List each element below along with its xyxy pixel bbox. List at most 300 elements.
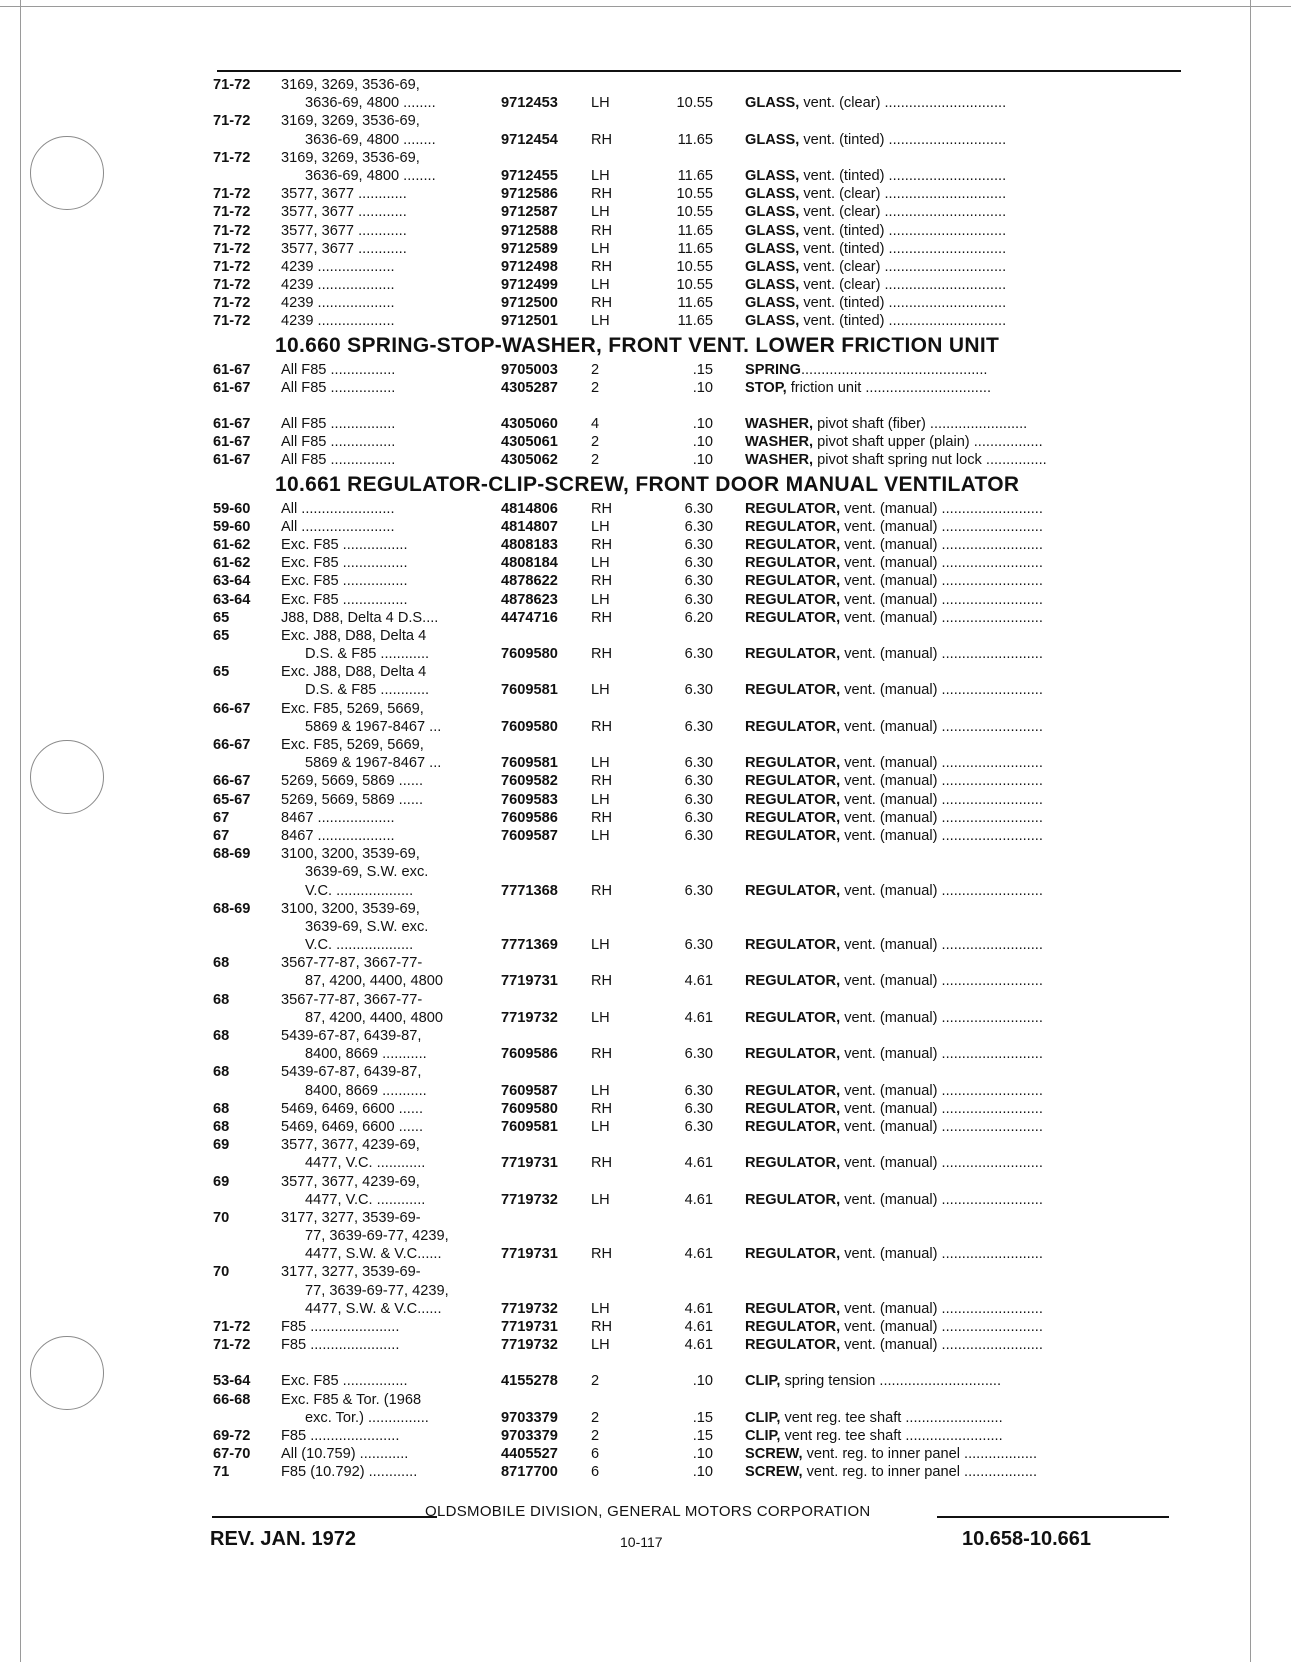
model-applicability: Exc. J88, D88, Delta 4 (281, 664, 427, 681)
model-applicability: 3577, 3677 ............ (281, 240, 407, 257)
year-range: 63-64 (213, 591, 251, 608)
quantity-side: LH (591, 827, 610, 844)
list-price: 6.30 (684, 573, 713, 590)
left-edge-line (20, 0, 21, 1662)
year-range: 71-72 (213, 1337, 251, 1354)
part-number: 9712501 (501, 313, 558, 330)
part-detail: vent reg. tee shaft ........................ (780, 1427, 1003, 1444)
part-description (745, 361, 1185, 379)
part-name: CLIP, (745, 1427, 781, 1444)
model-applicability: 5439-67-87, 6439-87, (281, 1064, 422, 1081)
part-name: GLASS, (745, 295, 800, 312)
part-row (213, 1027, 1185, 1045)
part-row (213, 1445, 1185, 1463)
row-gap (213, 1354, 1185, 1372)
part-row (213, 536, 1185, 554)
part-description (745, 518, 1185, 536)
year-range: 71-72 (213, 295, 251, 312)
part-name: REGULATOR, (745, 1082, 841, 1099)
model-applicability: 8400, 8669 ........... (305, 1082, 427, 1099)
quantity-side: LH (591, 240, 610, 257)
part-row (213, 1209, 1185, 1227)
quantity-side: 2 (591, 1373, 600, 1390)
part-number: 9712587 (501, 204, 558, 221)
model-applicability: All F85 ................ (281, 416, 396, 432)
part-description (745, 1082, 1185, 1100)
part-description (745, 754, 1185, 772)
part-number: 9712453 (501, 95, 558, 112)
part-detail: vent. (manual) ......................... (840, 1118, 1043, 1135)
list-price: 4.61 (684, 1155, 713, 1172)
model-applicability: 3100, 3200, 3539-69, (281, 900, 420, 917)
part-row (213, 972, 1185, 990)
part-row (213, 1245, 1185, 1263)
model-applicability: 4239 ................... (281, 277, 395, 294)
list-price: 6.30 (684, 937, 713, 954)
part-detail: vent. reg. to inner panel .................. (802, 1464, 1038, 1481)
part-number: 7719731 (501, 1155, 558, 1172)
part-number: 9712588 (501, 222, 558, 239)
year-range: 68 (213, 1118, 230, 1135)
model-applicability: D.S. & F85 ............ (305, 682, 430, 699)
part-number: 9712454 (501, 131, 558, 148)
part-name: REGULATOR, (745, 791, 841, 808)
part-description (745, 1154, 1185, 1172)
part-row (213, 700, 1185, 718)
year-range: 67 (213, 827, 230, 844)
quantity-side: RH (591, 718, 613, 735)
list-price: 6.30 (684, 646, 713, 663)
part-number: 7719732 (501, 1300, 558, 1317)
list-price: .10 (692, 452, 713, 469)
model-applicability: All F85 ................ (281, 361, 396, 378)
year-range: 65 (213, 627, 230, 644)
model-applicability: Exc. F85 & Tor. (1968 (281, 1391, 422, 1408)
part-row (213, 1391, 1185, 1409)
part-description (745, 1100, 1185, 1118)
model-applicability: exc. Tor.) ............... (305, 1409, 429, 1426)
model-applicability: 3636-69, 4800 ........ (305, 167, 436, 184)
year-range: 71-72 (213, 186, 251, 203)
model-applicability: Exc. F85, 5269, 5669, (281, 700, 424, 717)
quantity-side: RH (591, 882, 613, 899)
part-row (213, 1227, 1185, 1245)
quantity-side: 2 (591, 379, 600, 396)
row-gap (213, 397, 1185, 415)
part-row (213, 1409, 1185, 1427)
part-detail: vent. (clear) .............................. (799, 186, 1007, 203)
part-detail: vent. (manual) ......................... (840, 973, 1043, 990)
year-range: 71-72 (213, 313, 251, 330)
part-row (213, 1427, 1185, 1445)
top-edge-line (0, 6, 1291, 7)
quantity-side: RH (591, 973, 613, 990)
model-applicability: 3177, 3277, 3539-69- (281, 1209, 421, 1226)
quantity-side: 2 (591, 1409, 600, 1426)
part-row (213, 131, 1185, 149)
list-price: .10 (692, 416, 713, 432)
model-applicability: F85 ...................... (281, 1427, 400, 1444)
part-row (213, 1154, 1185, 1172)
model-applicability: V.C. ................... (305, 937, 414, 954)
model-applicability: 8467 ................... (281, 827, 395, 844)
list-price: 11.65 (677, 313, 713, 330)
year-range: 68-69 (213, 900, 251, 917)
part-description (745, 1336, 1185, 1354)
part-number: 4305062 (501, 452, 558, 469)
year-range: 71-72 (213, 77, 251, 93)
part-row (213, 276, 1185, 294)
part-number: 7609580 (501, 646, 558, 663)
part-detail: vent. (manual) ......................... (840, 1246, 1043, 1263)
quantity-side: LH (591, 95, 610, 112)
part-name: REGULATOR, (745, 682, 841, 699)
part-description (745, 312, 1185, 330)
part-row (213, 554, 1185, 572)
list-price: 11.65 (677, 240, 713, 257)
quantity-side: 2 (591, 452, 600, 469)
part-description (745, 936, 1185, 954)
part-number: 7609580 (501, 718, 558, 735)
part-detail: vent. (tinted) ............................. (799, 240, 1007, 257)
part-description (745, 379, 1185, 397)
part-detail: vent. (clear) .............................. (799, 95, 1007, 112)
part-name: REGULATOR, (745, 1191, 841, 1208)
list-price: 4.61 (684, 1191, 713, 1208)
part-detail: vent. (tinted) ............................. (799, 167, 1007, 184)
quantity-side: LH (591, 277, 610, 294)
part-detail: .............................................. (800, 361, 988, 378)
part-name: REGULATOR, (745, 827, 841, 844)
part-description (745, 167, 1185, 185)
part-detail: vent. (manual) ......................... (840, 555, 1043, 572)
binder-hole-icon (30, 740, 104, 814)
part-detail: vent. (manual) ......................... (840, 646, 1043, 663)
model-applicability: 4239 ................... (281, 295, 395, 312)
year-range: 68 (213, 1028, 230, 1044)
year-range: 71-72 (213, 113, 251, 130)
part-row (213, 627, 1185, 645)
part-name: GLASS, (745, 222, 800, 239)
part-detail: vent. (clear) .............................. (799, 204, 1007, 221)
quantity-side: LH (591, 204, 610, 221)
part-name: GLASS, (745, 204, 800, 221)
part-description (745, 294, 1185, 312)
part-detail: vent. (manual) ......................... (840, 1082, 1043, 1099)
part-row (213, 1136, 1185, 1154)
quantity-side: LH (591, 755, 610, 772)
part-name: REGULATOR, (745, 1009, 841, 1026)
quantity-side: LH (591, 591, 610, 608)
part-detail: vent. (manual) ......................... (840, 536, 1043, 553)
part-number: 9712500 (501, 295, 558, 312)
year-range: 59-60 (213, 518, 251, 535)
part-detail: vent. (manual) ......................... (840, 773, 1043, 790)
quantity-side: RH (591, 646, 613, 663)
list-price: 10.55 (676, 95, 713, 112)
list-price: 6.30 (684, 591, 713, 608)
model-applicability: 87, 4200, 4400, 4800 (305, 973, 443, 990)
part-name: GLASS, (745, 277, 800, 294)
part-row (213, 681, 1185, 699)
model-applicability: All F85 ................ (281, 434, 396, 451)
part-row (213, 936, 1185, 954)
quantity-side: LH (591, 1337, 610, 1354)
part-number: 7719732 (501, 1009, 558, 1026)
quantity-side: RH (591, 131, 613, 148)
model-applicability: 5869 & 1967-8467 ... (305, 755, 442, 772)
quantity-side: LH (591, 1082, 610, 1099)
list-price: 6.30 (684, 536, 713, 553)
quantity-side: LH (591, 167, 610, 184)
quantity-side: RH (591, 773, 613, 790)
quantity-side: RH (591, 186, 613, 203)
part-row (213, 185, 1185, 203)
list-price: .10 (692, 434, 713, 451)
year-range: 71 (213, 1464, 230, 1481)
part-description (745, 185, 1185, 203)
model-applicability: 77, 3639-69-77, 4239, (305, 1228, 449, 1245)
part-description (745, 591, 1185, 609)
part-row (213, 954, 1185, 972)
part-description (745, 1409, 1185, 1427)
part-row (213, 809, 1185, 827)
quantity-side: RH (591, 1046, 613, 1063)
part-row (213, 1082, 1185, 1100)
list-price: 6.30 (684, 1082, 713, 1099)
part-number: 7771369 (501, 937, 558, 954)
quantity-side: RH (591, 1246, 613, 1263)
part-name: REGULATOR, (745, 646, 841, 663)
part-name: STOP, (745, 379, 787, 396)
model-applicability: 5269, 5669, 5869 ...... (281, 773, 423, 790)
model-applicability: All F85 ................ (281, 379, 396, 396)
quantity-side: RH (591, 222, 613, 239)
part-description (745, 1427, 1185, 1445)
part-detail: vent. (manual) ......................... (840, 827, 1043, 844)
year-range: 68 (213, 991, 230, 1008)
part-row (213, 312, 1185, 330)
list-price: 6.30 (684, 682, 713, 699)
part-row (213, 1372, 1185, 1390)
year-range: 69 (213, 1173, 230, 1190)
year-range: 69-72 (213, 1427, 251, 1444)
part-row (213, 991, 1185, 1009)
year-range: 65-67 (213, 791, 251, 808)
part-number: 4808184 (501, 555, 558, 572)
part-row (213, 1100, 1185, 1118)
year-range: 61-67 (213, 416, 251, 432)
part-description (745, 681, 1185, 699)
quantity-side: 2 (591, 1427, 600, 1444)
part-name: GLASS, (745, 167, 800, 184)
list-price: 11.65 (677, 167, 713, 184)
model-applicability: J88, D88, Delta 4 D.S.... (281, 609, 439, 626)
model-applicability: 3567-77-87, 3667-77- (281, 991, 423, 1008)
footer-revision: REV. JAN. 1972 (210, 1528, 357, 1550)
part-number: 7719732 (501, 1337, 558, 1354)
part-name: REGULATOR, (745, 1319, 841, 1335)
part-number: 7609581 (501, 682, 558, 699)
part-description (745, 500, 1185, 518)
list-price: 6.30 (684, 827, 713, 844)
part-detail: pivot shaft (fiber) ........................ (813, 416, 1028, 432)
year-range: 66-67 (213, 773, 251, 790)
part-description (745, 536, 1185, 554)
model-applicability: 3636-69, 4800 ........ (305, 95, 436, 112)
list-price: 6.30 (684, 555, 713, 572)
quantity-side: RH (591, 295, 613, 312)
list-price: 11.65 (677, 222, 713, 239)
part-number: 7609587 (501, 1082, 558, 1099)
year-range: 68 (213, 955, 230, 972)
part-description (745, 1009, 1185, 1027)
list-price: 6.30 (684, 518, 713, 535)
model-applicability: 3567-77-87, 3667-77- (281, 955, 423, 972)
part-description (745, 1118, 1185, 1136)
part-name: REGULATOR, (745, 882, 841, 899)
part-detail: vent. (manual) ......................... (840, 1100, 1043, 1117)
part-number: 7719731 (501, 1319, 558, 1335)
model-applicability: 4477, V.C. ............ (305, 1155, 426, 1172)
part-row (213, 1263, 1185, 1281)
part-name: GLASS, (745, 186, 800, 203)
part-description (745, 791, 1185, 809)
part-name: REGULATOR, (745, 1337, 841, 1354)
model-applicability: All ....................... (281, 518, 395, 535)
model-applicability: 3169, 3269, 3536-69, (281, 77, 420, 93)
list-price: .15 (692, 1427, 713, 1444)
part-name: REGULATOR, (745, 809, 841, 826)
list-price: 6.30 (684, 791, 713, 808)
part-description (745, 1372, 1185, 1390)
year-range: 68 (213, 1100, 230, 1117)
part-detail: friction unit ............................... (786, 379, 992, 396)
part-description (745, 1191, 1185, 1209)
model-applicability: 5269, 5669, 5869 ...... (281, 791, 423, 808)
part-number: 7609583 (501, 791, 558, 808)
part-number: 4305060 (501, 416, 558, 432)
model-applicability: 3577, 3677, 4239-69, (281, 1137, 420, 1154)
year-range: 61-67 (213, 361, 251, 378)
part-detail: vent. (manual) ......................... (840, 882, 1043, 899)
part-row (213, 609, 1185, 627)
part-row (213, 1300, 1185, 1318)
year-range: 66-68 (213, 1391, 251, 1408)
part-row (213, 149, 1185, 167)
part-detail: vent. (tinted) ............................. (799, 222, 1007, 239)
part-name: REGULATOR, (745, 555, 841, 572)
model-applicability: 77, 3639-69-77, 4239, (305, 1282, 449, 1299)
list-price: 6.30 (684, 1046, 713, 1063)
part-detail: vent. (tinted) ............................. (799, 295, 1007, 312)
part-number: 4808183 (501, 536, 558, 553)
part-name: SCREW, (745, 1464, 803, 1481)
quantity-side: RH (591, 1155, 613, 1172)
part-name: REGULATOR, (745, 1246, 841, 1263)
part-description (745, 415, 1185, 433)
year-range: 66-67 (213, 737, 251, 753)
part-description (745, 882, 1185, 900)
part-detail: vent. (clear) .............................. (799, 277, 1007, 294)
year-range: 65 (213, 609, 230, 626)
top-rule (217, 70, 1181, 72)
part-detail: vent. (manual) ......................... (840, 591, 1043, 608)
part-description (745, 609, 1185, 627)
part-row (213, 167, 1185, 185)
part-number: 4474716 (501, 609, 558, 626)
quantity-side: RH (591, 609, 613, 626)
quantity-side: LH (591, 1191, 610, 1208)
quantity-side: LH (591, 518, 610, 535)
part-number: 7609586 (501, 1046, 558, 1063)
part-name: REGULATOR, (745, 1300, 841, 1317)
footer-division: OLDSMOBILE DIVISION, GENERAL MOTORS CORPORATION (425, 1503, 871, 1520)
part-name: WASHER, (745, 416, 814, 432)
part-name: REGULATOR, (745, 718, 841, 735)
list-price: 4.61 (684, 1337, 713, 1354)
list-price: .15 (692, 361, 713, 378)
part-detail: vent. (manual) ......................... (840, 809, 1043, 826)
quantity-side: RH (591, 809, 613, 826)
part-number: 4814806 (501, 500, 558, 517)
part-description (745, 645, 1185, 663)
part-row (213, 1045, 1185, 1063)
part-row (213, 1191, 1185, 1209)
part-name: REGULATOR, (745, 1118, 841, 1135)
quantity-side: RH (591, 1100, 613, 1117)
part-row (213, 645, 1185, 663)
part-detail: vent. (manual) ......................... (840, 1319, 1043, 1335)
part-name: SCREW, (745, 1446, 803, 1463)
part-description (745, 94, 1185, 112)
model-applicability: 3169, 3269, 3536-69, (281, 149, 420, 166)
part-row (213, 845, 1185, 863)
year-range: 61-67 (213, 379, 251, 396)
model-applicability: 3577, 3677 ............ (281, 204, 407, 221)
part-row (213, 754, 1185, 772)
part-detail: vent. (manual) ......................... (840, 1337, 1043, 1354)
list-price: 11.65 (677, 131, 713, 148)
model-applicability: 5869 & 1967-8467 ... (305, 718, 442, 735)
part-name: REGULATOR, (745, 937, 841, 954)
part-number: 4305061 (501, 434, 558, 451)
part-name: REGULATOR, (745, 1100, 841, 1117)
list-price: 10.55 (676, 258, 713, 275)
quantity-side: RH (591, 573, 613, 590)
part-row (213, 415, 1185, 433)
part-row (213, 863, 1185, 881)
part-row (213, 451, 1185, 469)
part-name: REGULATOR, (745, 536, 841, 553)
list-price: 11.65 (677, 295, 713, 312)
list-price: .10 (692, 1373, 713, 1390)
part-row (213, 361, 1185, 379)
year-range: 70 (213, 1209, 230, 1226)
part-number: 9712499 (501, 277, 558, 294)
model-applicability: 3100, 3200, 3539-69, (281, 846, 420, 863)
part-row (213, 112, 1185, 130)
part-description (745, 809, 1185, 827)
model-applicability: 3169, 3269, 3536-69, (281, 113, 420, 130)
part-description (745, 131, 1185, 149)
quantity-side: LH (591, 682, 610, 699)
part-row (213, 736, 1185, 754)
part-name: WASHER, (745, 434, 814, 451)
year-range: 61-67 (213, 452, 251, 469)
year-range: 71-72 (213, 1319, 251, 1335)
quantity-side: 4 (591, 416, 600, 432)
